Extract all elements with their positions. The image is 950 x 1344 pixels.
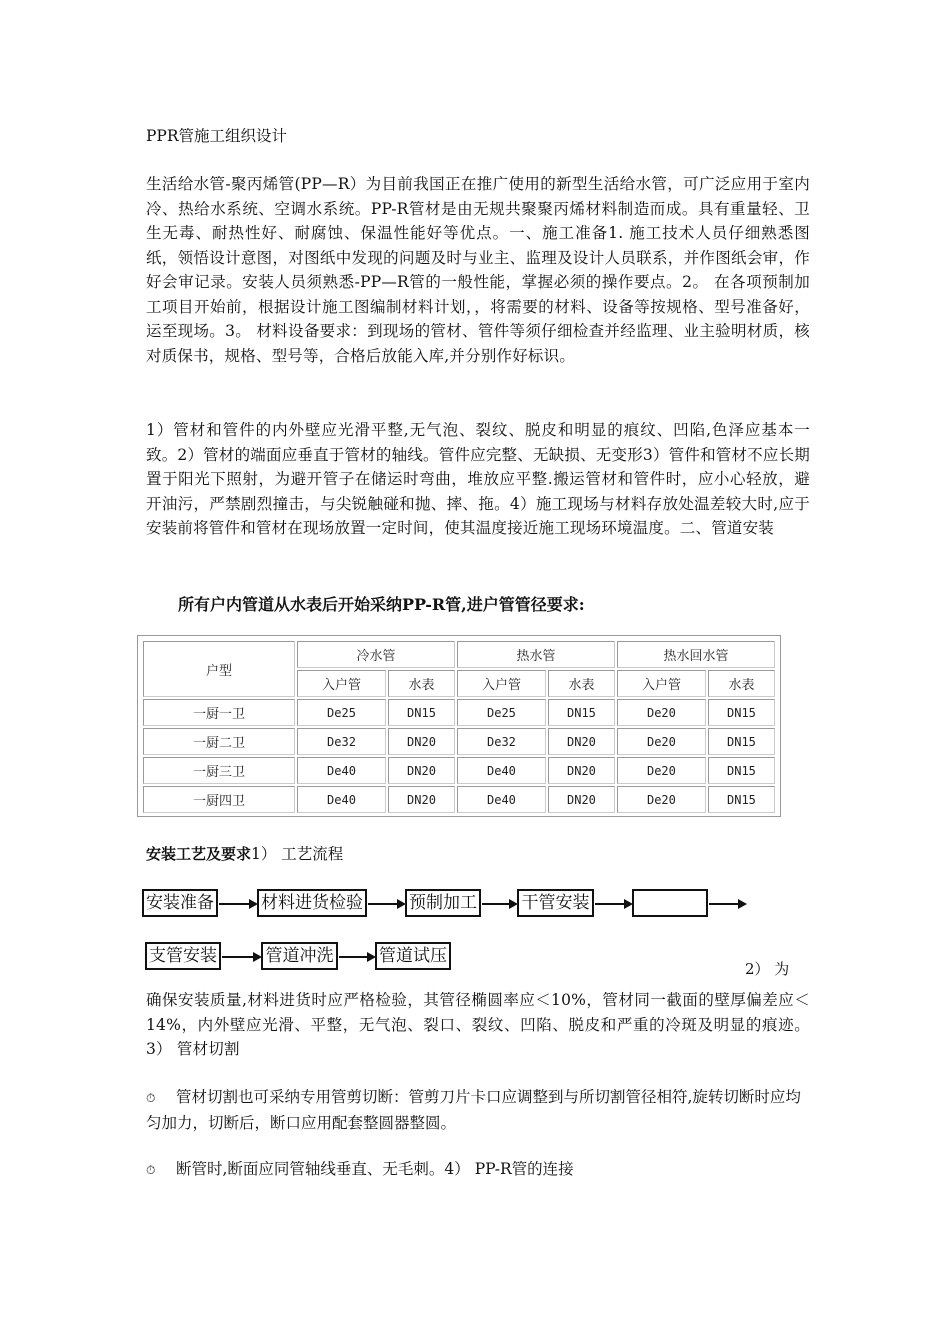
pipe-size-table (141, 639, 777, 815)
table-row (143, 757, 775, 784)
table-cell: DN20 (548, 757, 615, 784)
table-cell: DN20 (388, 757, 455, 784)
paragraph-material-requirements: 1）管材和管件的内外壁应光滑平整,无气泡、裂纹、脱皮和明显的痕纹、凹陷,色泽应基本一致。2）管材的端面应垂直于管材的轴线。管件应完整、无缺损、无变形3）管件和管材不应长期置于阳光下照射，为避开管子在储运时弯曲，堆放应平整.搬运管材和管件时，应小心轻放，避开油污，严禁剧烈撞击，与尖锐触碰和抛、摔、拖。4）施工现场与材料存放处温差较大时,应于安装前将管件和管材在现场放置一定时间，使其温度接近施工现场环境温度。二、管道安装 (146, 421, 810, 537)
table-cell: DN15 (548, 699, 615, 726)
table-cell: De25 (297, 699, 386, 726)
flow-step-blank (632, 889, 708, 917)
flow-step-branch-pipe: 支管安装 (145, 942, 221, 970)
paragraph-quality: 确保安装质量,材料进货时应严格检验，其管径椭圆率应＜10%，管材同一截面的壁厚偏差应＜14%，内外壁应光滑、平整，无气泡、裂口、裂纹、凹陷、脱皮和严重的冷斑及明显的痕迹。3） 管材切割 (146, 991, 810, 1058)
flow-arrow (222, 956, 260, 958)
subheader-cell: 水表 (388, 670, 455, 697)
flow-arrow (368, 903, 404, 905)
table-cell: DN15 (708, 757, 775, 784)
table-row (143, 728, 775, 755)
table-cell: De20 (617, 786, 706, 813)
table-cell: DN20 (548, 786, 615, 813)
table-cell: DN15 (708, 786, 775, 813)
subheader-cell: 水表 (548, 670, 615, 697)
flow-arrow (482, 903, 516, 905)
row-label: 一厨一卫 (143, 699, 295, 726)
table-cell: DN20 (548, 728, 615, 755)
table-cell: DN20 (388, 786, 455, 813)
flow-arrow (339, 956, 374, 958)
table-cell: De40 (457, 786, 546, 813)
subheader-cell: 入户管 (617, 670, 706, 697)
table-cell: DN15 (708, 699, 775, 726)
table-cell: DN15 (708, 728, 775, 755)
table-cell: De20 (617, 757, 706, 784)
flow-arrow (595, 903, 631, 905)
subheader-cell: 入户管 (457, 670, 546, 697)
section-heading-bold: 安装工艺及要求 (146, 845, 252, 863)
flow-step-inspection: 材料进货检验 (257, 889, 367, 917)
document-title: PPR管施工组织设计 (146, 127, 288, 145)
table-cell: DN15 (388, 699, 455, 726)
row-label: 一厨三卫 (143, 757, 295, 784)
header-unit-type: 户型 (143, 641, 295, 697)
bullet-text: 管材切割也可采纳专用管剪切断：管剪刀片卡口应调整到与所切割管径相符,旋转切断时应均匀加力，切断后，断口应用配套整圆器整圆。 (146, 1088, 801, 1132)
table-intro-text: 所有户内管道从水表后开始采纳PP-R管,进户管管径要求: (178, 595, 585, 614)
pipe-size-table-frame (137, 635, 781, 817)
bullet-text: 断管时,断面应同管轴线垂直、无毛刺。4） PP-R管的连接 (176, 1160, 574, 1178)
table-cell: De20 (617, 699, 706, 726)
clock-icon: ⏱ (146, 1091, 156, 1105)
subheader-cell: 水表 (708, 670, 775, 697)
row-label: 一厨二卫 (143, 728, 295, 755)
flow-step-pressure-test: 管道试压 (375, 942, 451, 970)
table-row (143, 786, 775, 813)
flow-step-preparation: 安装准备 (142, 889, 218, 917)
item-number-2: 2） 为 (745, 960, 790, 978)
subheader-cell: 入户管 (297, 670, 386, 697)
table-cell: De40 (297, 757, 386, 784)
flow-step-prefab: 预制加工 (405, 889, 481, 917)
paragraph-intro: 生活给水管-聚丙烯管(PP—R）为目前我国正在推广使用的新型生活给水管，可广泛应用于室内冷、热给水系统、空调水系统。PP-R管材是由无规共聚聚丙烯材料制造而成。具有重量轻、卫生无毒、耐热性好、耐腐蚀、保温性能好等优点。一、施工准备1. 施工技术人员仔细熟悉图纸，领悟设计意图，对图纸中发现的问题及时与业主、监理及设计人员联系，并作图纸会审，作好会审记录。安装人员须熟悉-PP—R管的一般性能，掌握必须的操作要点。2。 在各项预制加工项目开始前，根据设计施工图编制材料计划，，将需要的材料、设备等按规格、型号准备好，运至现场。3。 材料设备要求：到现场的管材、管件等须仔细检查并经监理、业主验明材质，核对质保书，规格、型号等，合格后放能入库,并分别作好标识。 (146, 175, 810, 365)
flow-step-main-pipe: 干管安装 (517, 889, 594, 917)
table-cell: De40 (297, 786, 386, 813)
table-cell: De25 (457, 699, 546, 726)
header-hot-water: 热水管 (457, 641, 615, 668)
table-cell: DN20 (388, 728, 455, 755)
flow-arrow (709, 903, 745, 905)
header-cold-water: 冷水管 (297, 641, 455, 668)
header-hot-return: 热水回水管 (617, 641, 775, 668)
section-heading-rest: 1） 工艺流程 (251, 845, 344, 863)
flow-step-flush: 管道冲洗 (261, 942, 338, 970)
bullet-item (146, 1157, 810, 1183)
flow-arrow (219, 903, 256, 905)
table-cell: De32 (457, 728, 546, 755)
clock-icon: ⏱ (146, 1163, 156, 1177)
bullet-item (146, 1085, 810, 1136)
row-label: 一厨四卫 (143, 786, 295, 813)
table-header-row (143, 641, 775, 668)
table-cell: De32 (297, 728, 386, 755)
table-row (143, 699, 775, 726)
table-cell: De20 (617, 728, 706, 755)
table-intro (178, 592, 585, 615)
section-heading (146, 842, 343, 864)
table-cell: De40 (457, 757, 546, 784)
